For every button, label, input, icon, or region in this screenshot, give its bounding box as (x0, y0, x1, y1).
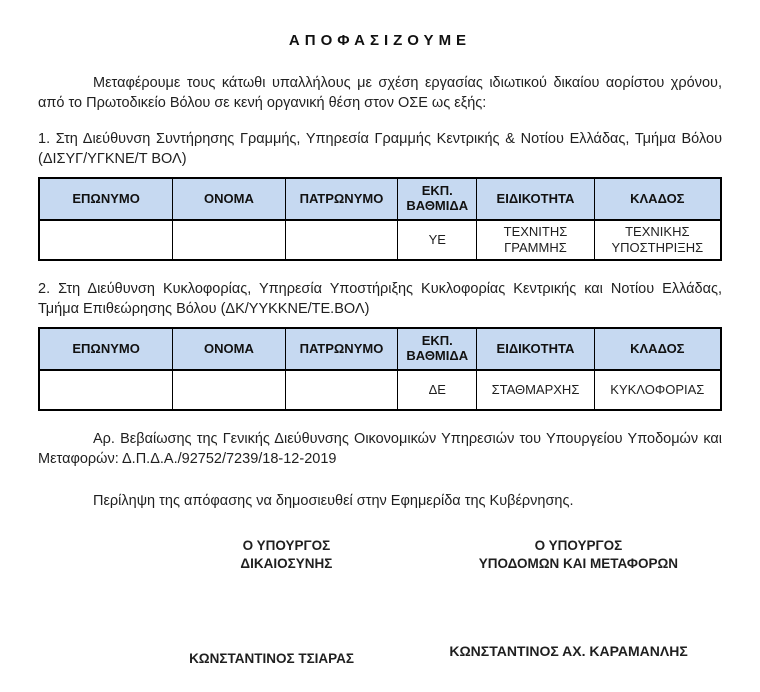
table-1-header-branch: ΚΛΑΔΟΣ (594, 178, 721, 220)
table-1-cell-branch: ΤΕΧΝΙΚΗΣ ΥΠΟΣΤΗΡΙΞΗΣ (594, 220, 721, 260)
table-1-cell-surname (39, 220, 173, 260)
table-2-header-specialty: ΕΙΔΙΚΟΤΗΤΑ (477, 328, 594, 370)
table-1-header-row (39, 178, 721, 220)
table-1-header-patronym: ΠΑΤΡΩΝΥΜΟ (285, 178, 398, 220)
table-2-cell-education-level: ΔΕ (398, 370, 477, 410)
staff-table-1 (38, 177, 722, 261)
table-1-cell-firstname (173, 220, 286, 260)
staff-table-2 (38, 327, 722, 411)
table-2-header-firstname: ΟΝΟΜΑ (173, 328, 286, 370)
decision-title: ΑΠΟΦΑΣΙΖΟΥΜΕ (288, 32, 472, 49)
signature-title-line2: ΔΙΚΑΙΟΣΥΝΗΣ (240, 556, 333, 572)
signature-titles-row (38, 537, 722, 573)
table-2-cell-patronym (285, 370, 398, 410)
table-1-cell-education-level: ΥΕ (398, 220, 477, 260)
table-1-header-education-level: ΕΚΠ. ΒΑΘΜΙΔΑ (398, 178, 477, 220)
table-2-header-surname: ΕΠΩΝΥΜΟ (39, 328, 173, 370)
table-1-header-surname: ΕΠΩΝΥΜΟ (39, 178, 173, 220)
signature-title-justice-minister (138, 537, 435, 573)
table-2-cell-specialty: ΣΤΑΘΜΑΡΧΗΣ (477, 370, 594, 410)
table-2-cell-surname (39, 370, 173, 410)
table-2-header-row (39, 328, 721, 370)
table-2-header-patronym: ΠΑΤΡΩΝΥΜΟ (285, 328, 398, 370)
table-2-cell-branch: ΚΥΚΛΟΦΟΡΙΑΣ (594, 370, 721, 410)
signature-block (38, 537, 722, 666)
section-2-heading: 2. Στη Διεύθυνση Κυκλοφορίας, Υπηρεσία Υποστήριξης Κυκλοφορίας Κεντρικής και Νοτίου Ελλάδας, Τμήμα Επιθεώρησης Βόλου (ΔΚ/ΥΥΚΚΝΕ/ΤΕ.ΒΟΛ) (38, 281, 722, 317)
table-1-row (39, 220, 721, 260)
table-1-header-specialty: ΕΙΔΙΚΟΤΗΤΑ (477, 178, 594, 220)
signature-name-justice-minister: ΚΩΝΣΤΑΝΤΙΝΟΣ ΤΣΙΑΡΑΣ (189, 651, 355, 667)
intro-paragraph: Μεταφέρουμε τους κάτωθι υπαλλήλους με σχέση εργασίας ιδιωτικού δικαίου αορίστου χρόνου, από το Πρωτοδικείο Βόλου σε κενή οργανική θέση στον ΟΣΕ ως εξής: (38, 75, 722, 111)
table-1-cell-patronym (285, 220, 398, 260)
table-2-row (39, 370, 721, 410)
table-2-header-education-level: ΕΚΠ. ΒΑΘΜΙΔΑ (398, 328, 477, 370)
table-2-cell-firstname (173, 370, 286, 410)
section-1-heading: 1. Στη Διεύθυνση Συντήρησης Γραμμής, Υπηρεσία Γραμμής Κεντρικής & Νοτίου Ελλάδας, Τμήμα Βόλου (ΔΙΣΥΓ/ΥΓΚΝΕ/Τ ΒΟΛ) (38, 131, 722, 167)
certification-paragraph: Αρ. Βεβαίωσης της Γενικής Διεύθυνσης Οικονομικών Υπηρεσιών του Υπουργείου Υποδομών και Μεταφορών: Δ.Π.Δ.Α./92752/7239/18-12-2019 (38, 431, 722, 467)
signature-title-infrastructure-minister (435, 537, 722, 573)
signature-names-row (38, 643, 722, 666)
table-1-cell-specialty: ΤΕΧΝΙΤΗΣ ΓΡΑΜΜΗΣ (477, 220, 594, 260)
table-2-header-branch: ΚΛΑΔΟΣ (594, 328, 721, 370)
publication-note: Περίληψη της απόφασης να δημοσιευθεί στην Εφημερίδα της Κυβέρνησης. (93, 493, 574, 509)
signature-name-infrastructure-minister: ΚΩΝΣΤΑΝΤΙΝΟΣ ΑΧ. ΚΑΡΑΜΑΝΛΗΣ (449, 643, 688, 660)
signature-title-line1: Ο ΥΠΟΥΡΓΟΣ (242, 538, 331, 553)
signature-title-line1: Ο ΥΠΟΥΡΓΟΣ (534, 538, 623, 553)
table-1-header-firstname: ΟΝΟΜΑ (173, 178, 286, 220)
signature-title-line2: ΥΠΟΔΟΜΩΝ ΚΑΙ ΜΕΤΑΦΟΡΩΝ (478, 556, 679, 572)
